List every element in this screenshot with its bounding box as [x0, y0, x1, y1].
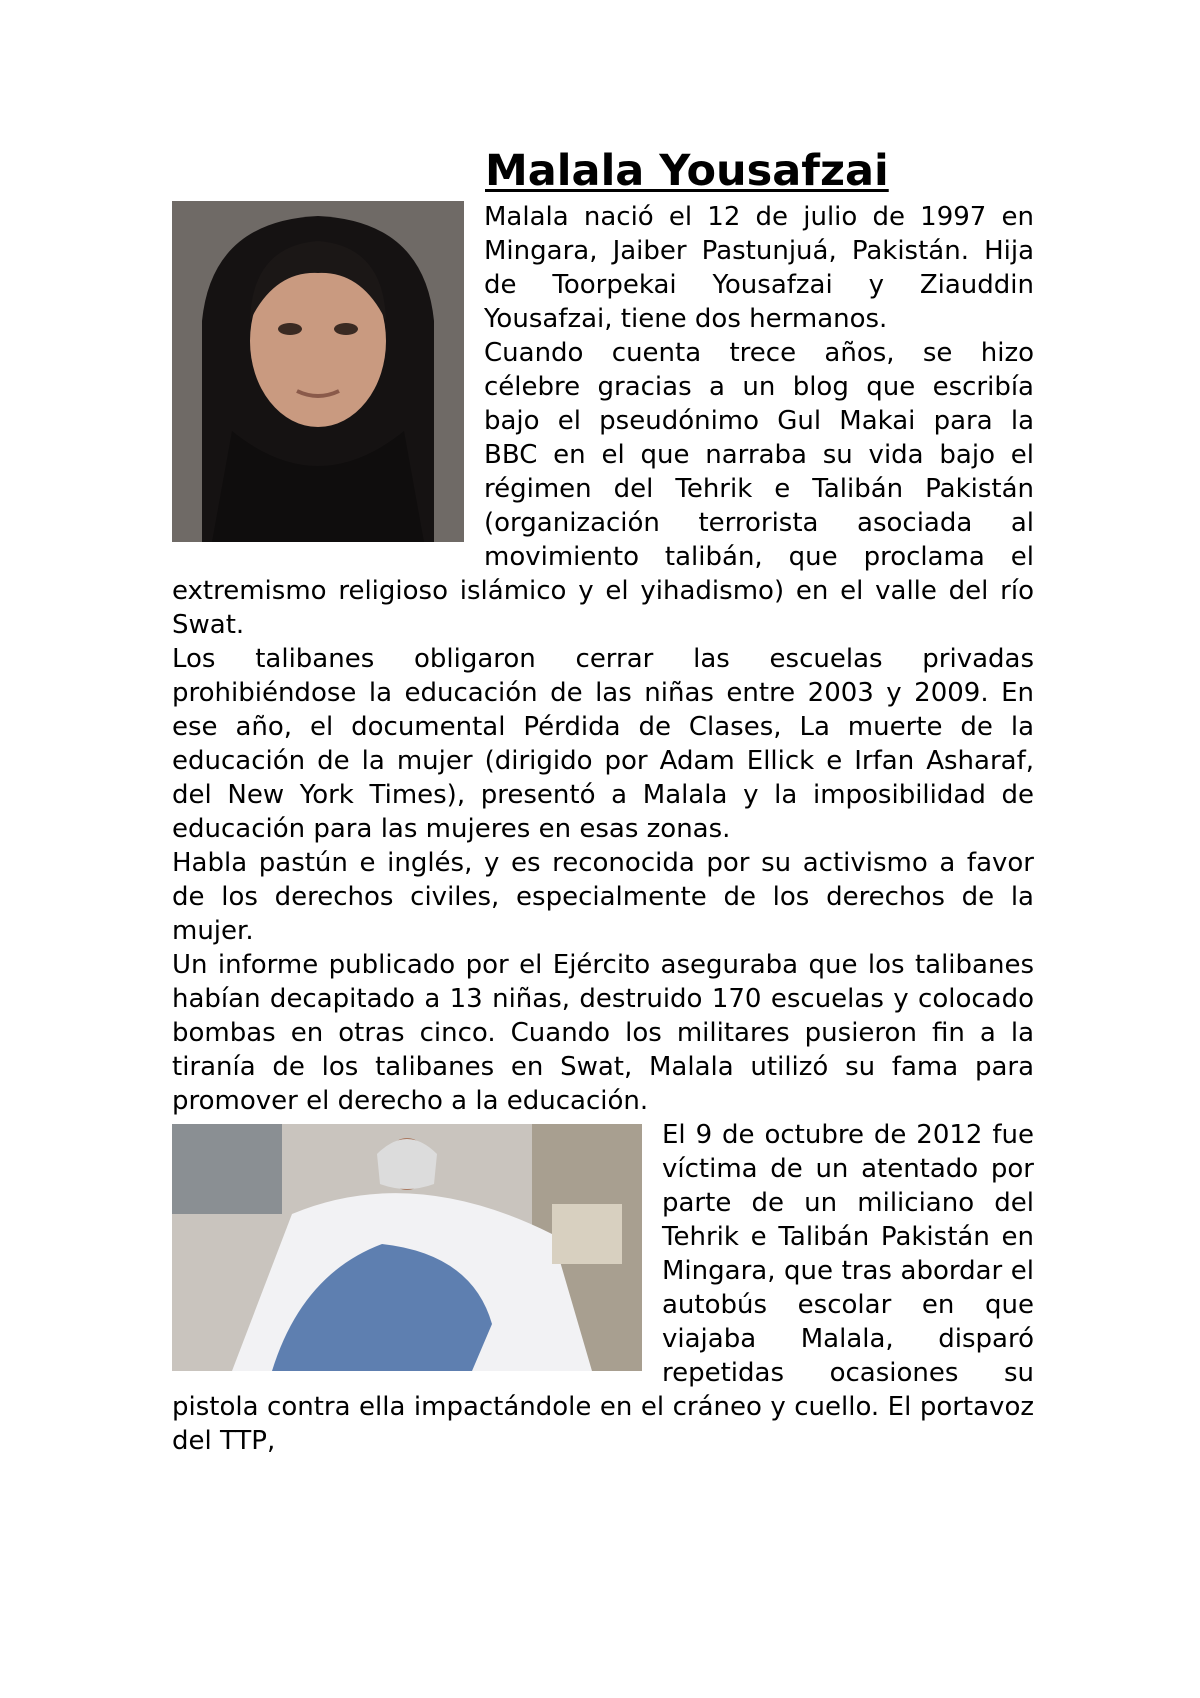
portrait-photo [172, 201, 464, 542]
paragraph-schools: Los talibanes obligaron cerrar las escuelas privadas prohibiéndose la educación de las niñas entre 2003 y 2009. En ese año, el documental Pérdida de Clases, La muerte de la educación de la mujer (dirigido por Adam Ellick e Irfan Asharaf, del New York Times), presentó a Malala y la imposibilidad de educación para las mujeres en esas zonas. [172, 644, 1034, 844]
paragraph-birth: Malala nació el 12 de julio de 1997 en Mingara, Jaiber Pastunjuá, Pakistán. Hija de Toorpekai Yousafzai y Ziauddin Yousafzai, tiene dos hermanos. [484, 202, 1034, 334]
hospital-photo [172, 1124, 642, 1371]
document-title: Malala Yousafzai [485, 146, 889, 196]
paragraph-languages: Habla pastún e inglés, y es reconocida por su activismo a favor de los derechos civiles, especialmente de los derechos de la mujer. [172, 848, 1034, 946]
paragraph-blog: Cuando cuenta trece años, se hizo célebre gracias a un blog que escribía bajo el pseudónimo Gul Makai para la BBC en el que narraba su vida bajo el régimen del Tehrik e Talibán Pakistán (organización terrorista asociada al movimiento talibán, que proclama el extremismo religioso islámico y el yihadismo) en el valle del río Swat. [172, 338, 1034, 640]
paragraph-attack: El 9 de octubre de 2012 fue víctima de un atentado por parte de un miliciano del Tehrik e Talibán Pakistán en Mingara, que tras abordar el autobús escolar en que viajaba Malala, disparó repetidas ocasiones su pistola contra ella impactándole en el cráneo y cuello. El portavoz del TTP, [172, 1120, 1034, 1456]
document-body [172, 200, 1034, 1458]
paragraph-report: Un informe publicado por el Ejército aseguraba que los talibanes habían decapitado a 13 niñas, destruido 170 escuelas y colocado bombas en otras cinco. Cuando los militares pusieron fin a la tiranía de los talibanes en Swat, Malala utilizó su fama para promover el derecho a la educación. [172, 950, 1034, 1116]
